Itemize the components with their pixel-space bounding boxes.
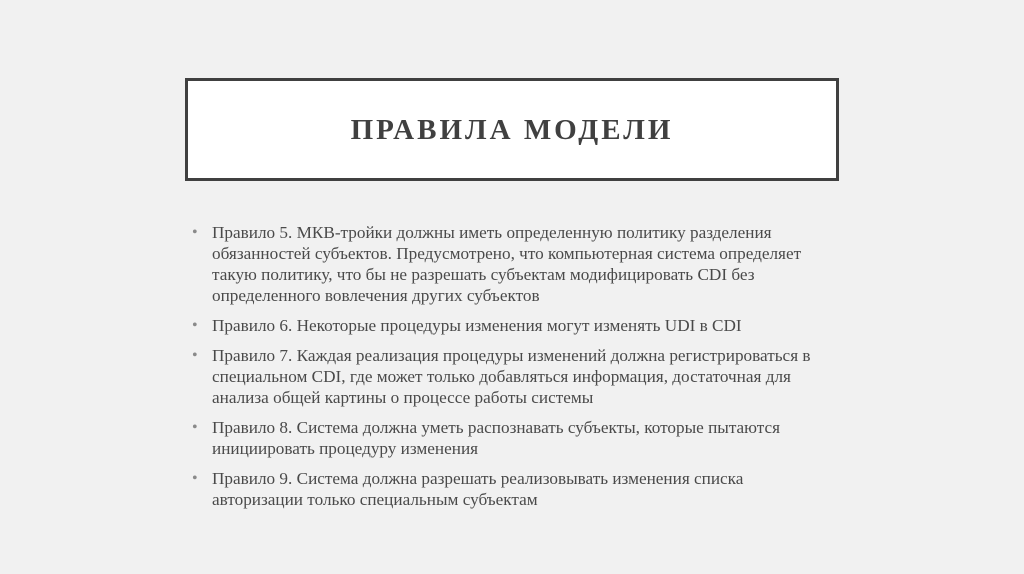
bullet-text: Правило 5. МКВ-тройки должны иметь определенную политику разделения обязанностей субъектов. Предусмотрено, что компьютерная система определяет такую политику, что бы не разрешать субъектам модифицировать CDI без определенного вовлечения других субъектов <box>212 223 802 305</box>
bullet-item-rule-9 <box>192 468 832 510</box>
bullet-item-rule-5 <box>192 222 832 306</box>
bullet-dot-icon: • <box>192 224 198 241</box>
bullet-dot-icon: • <box>192 347 198 364</box>
bullet-item-rule-7 <box>192 345 832 408</box>
slide-title: ПРАВИЛА МОДЕЛИ <box>350 114 674 146</box>
bullet-dot-icon: • <box>192 317 198 334</box>
title-box <box>185 78 839 181</box>
bullet-dot-icon: • <box>192 470 198 487</box>
bullet-text: Правило 9. Система должна разрешать реализовывать изменения списка авторизации только специальным субъектам <box>212 469 744 509</box>
bullet-list <box>192 222 832 519</box>
bullet-item-rule-6 <box>192 315 832 336</box>
bullet-text: Правило 6. Некоторые процедуры изменения могут изменять UDI в CDI <box>212 316 742 335</box>
bullet-text: Правило 7. Каждая реализация процедуры изменений должна регистрироваться в специальном CDI, где может только добавляться информация, достаточная для анализа общей картины о процессе работы системы <box>212 346 811 407</box>
bullet-item-rule-8 <box>192 417 832 459</box>
bullet-text: Правило 8. Система должна уметь распознавать субъекты, которые пытаются инициировать процедуру изменения <box>212 418 781 458</box>
bullet-dot-icon: • <box>192 419 198 436</box>
